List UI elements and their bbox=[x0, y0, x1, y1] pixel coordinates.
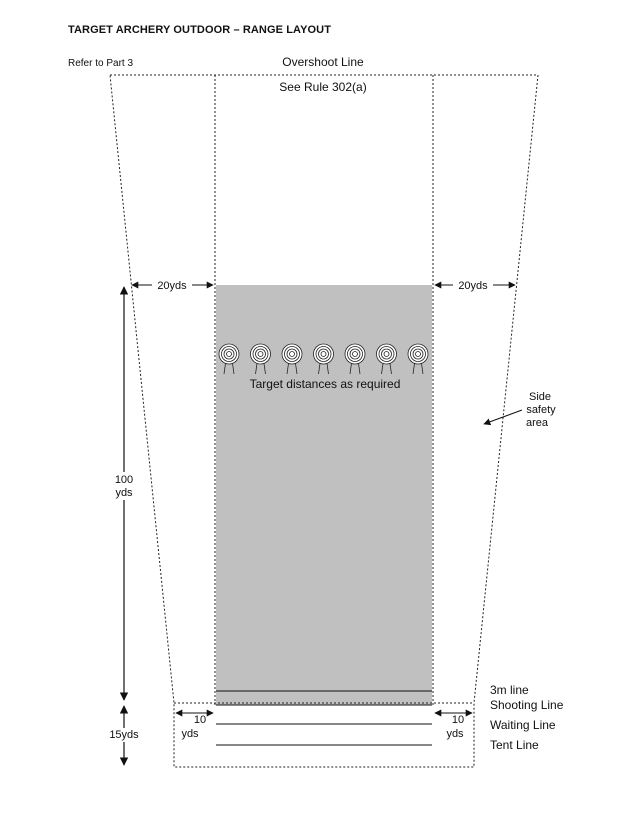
rear-offset-right-value: 10 bbox=[451, 714, 465, 726]
overshoot-line-label: Overshoot Line bbox=[282, 55, 364, 69]
part-reference: Refer to Part 3 bbox=[68, 58, 134, 69]
side-distance-left-label: 20yds bbox=[157, 280, 187, 292]
side-area-label-line3: area bbox=[525, 417, 549, 429]
range-length-unit: yds bbox=[115, 487, 133, 499]
line-3m-label: 3m line bbox=[490, 683, 529, 697]
waiting-line-label: Waiting Line bbox=[490, 718, 556, 732]
overshoot-rule-label: See Rule 302(a) bbox=[279, 80, 367, 94]
side-distance-right-label: 20yds bbox=[458, 280, 488, 292]
side-area-label-line2: safety bbox=[526, 404, 556, 416]
rear-offset-left-value: 10 bbox=[193, 714, 207, 726]
tent-line-label: Tent Line bbox=[490, 738, 539, 752]
rear-depth-label: 15yds bbox=[109, 729, 139, 741]
shooting-line-label: Shooting Line bbox=[490, 698, 564, 712]
target-distances-label: Target distances as required bbox=[249, 377, 401, 391]
side-area-label-line1: Side bbox=[528, 391, 552, 403]
range-length-value: 100 bbox=[114, 474, 134, 486]
rear-offset-left-unit: yds bbox=[181, 728, 199, 740]
rear-offset-right-unit: yds bbox=[446, 728, 464, 740]
page-title: TARGET ARCHERY OUTDOOR – RANGE LAYOUT bbox=[68, 24, 332, 36]
